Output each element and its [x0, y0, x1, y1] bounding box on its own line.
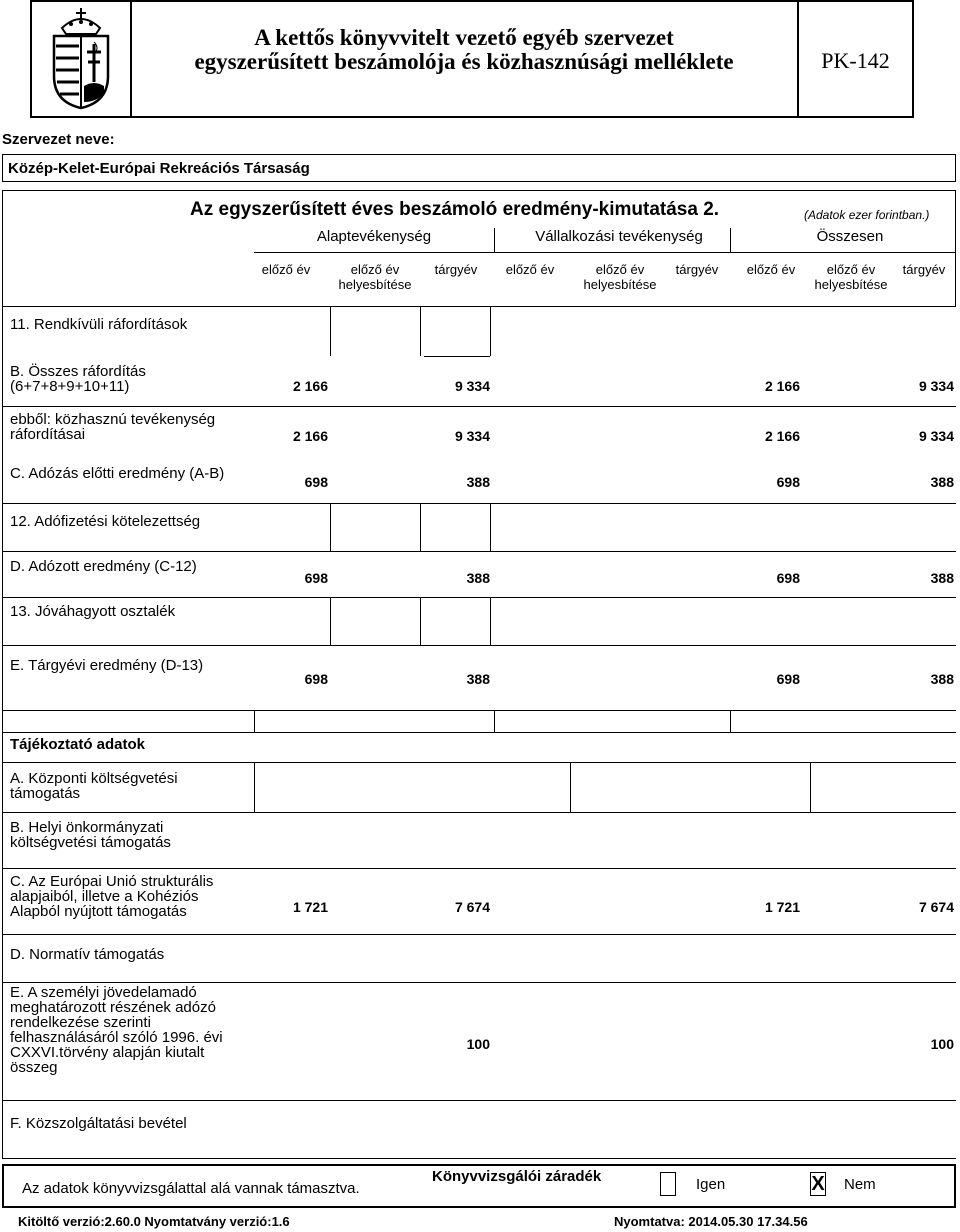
row-label: D. Adózott eredmény (C-12): [10, 558, 197, 575]
group-header-business: Vállalkozási tevékenység: [535, 228, 703, 245]
row-label: E. Tárgyévi eredmény (D-13): [10, 657, 204, 674]
table-rule: [420, 503, 421, 551]
row-value: 2 166: [764, 378, 800, 394]
table-rule: [254, 710, 255, 732]
table-rule: [494, 710, 495, 732]
table-rule: [330, 306, 331, 356]
row-value: 9 334: [454, 378, 490, 394]
table-rule: [254, 762, 255, 812]
row-value: 2 166: [764, 428, 800, 444]
row-value: 388: [930, 474, 954, 490]
info-row-value: 100: [466, 1036, 490, 1052]
info-row-value: 7 674: [918, 899, 954, 915]
column-header: előző év: [746, 262, 796, 277]
row-value: 698: [776, 671, 800, 687]
table-rule: [330, 503, 331, 551]
group-header-basic: Alaptevékenység: [316, 228, 432, 245]
table-rule: [2, 645, 956, 646]
form-title-line1: A kettős könyvvitelt vezető egyéb szervezet: [254, 25, 674, 50]
organization-name: Közép-Kelet-Európai Rekreációs Társaság: [8, 160, 310, 177]
form-title-line2: egyszerűsített beszámolója és közhasznúsági melléklete: [194, 49, 734, 74]
row-value: 388: [930, 570, 954, 586]
info-row-value: 100: [930, 1036, 954, 1052]
header-divider: [130, 0, 132, 118]
audit-statement: Az adatok könyvvizsgálattal alá vannak támasztva.: [22, 1180, 360, 1197]
row-value: 698: [304, 570, 328, 586]
table-rule: [2, 710, 956, 711]
row-label: B. Összes ráfordítás (6+7+8+9+10+11): [10, 363, 146, 395]
audit-yes-label: Igen: [696, 1176, 726, 1193]
table-rule: [2, 1100, 956, 1101]
table-rule: [420, 306, 421, 356]
table-rule: [330, 597, 331, 645]
row-label: 12. Adófizetési kötelezettség: [10, 513, 201, 530]
table-rule: [2, 934, 956, 935]
table-rule: [2, 551, 956, 552]
header-rule: [730, 228, 731, 252]
info-row-label: C. Az Európai Unió strukturális alapjaiból, illetve a Kohéziós Alapból nyújtott támogatás: [10, 873, 214, 920]
table-rule: [2, 868, 956, 869]
units-note: (Adatok ezer forintban.): [804, 208, 930, 222]
footer-version: Kitöltő verzió:2.60.0 Nyomtatvány verzió:1.6: [18, 1214, 290, 1229]
table-rule: [2, 503, 956, 504]
header-rule: [254, 252, 956, 253]
info-row-label: B. Helyi önkormányzati költségvetési támogatás: [10, 819, 171, 851]
table-rule: [570, 762, 571, 812]
table-rule: [490, 597, 491, 645]
footer-printed: Nyomtatva: 2014.05.30 17.34.56: [614, 1214, 808, 1229]
coat-of-arms-icon: [40, 6, 122, 110]
row-value: 388: [466, 570, 490, 586]
table-rule: [2, 762, 956, 763]
info-row-label: E. A személyi jövedelamadó meghatározott részének adózó rendelkezése szerinti felhasználásáról szóló 1996. évi CXXVI.törvény alapján kiutalt összeg: [10, 984, 223, 1076]
column-header: tárgyév: [902, 262, 946, 277]
row-label: ebből: közhasznú tevékenység ráfordításai: [10, 411, 216, 443]
row-value: 9 334: [918, 428, 954, 444]
group-header-total: Összesen: [816, 228, 884, 245]
row-value: 9 334: [454, 428, 490, 444]
table-rule: [2, 732, 956, 733]
info-row-label: F. Közszolgáltatási bevétel: [10, 1115, 187, 1132]
info-row-value: 7 674: [454, 899, 490, 915]
info-section-title: Tájékoztató adatok: [10, 736, 146, 753]
audit-yes-checkbox[interactable]: [660, 1172, 676, 1196]
info-row-label: D. Normatív támogatás: [10, 946, 165, 963]
table-rule: [2, 1158, 956, 1159]
organization-label: Szervezet neve:: [2, 131, 115, 148]
column-header: előző év helyesbítése: [814, 262, 888, 292]
table-rule: [2, 306, 956, 307]
audit-title: Könyvvizsgálói záradék: [432, 1168, 602, 1185]
table-rule: [2, 812, 956, 813]
info-row-value: 1 721: [292, 899, 328, 915]
table-rule: [490, 306, 491, 356]
row-value: 388: [466, 474, 490, 490]
table-rule: [2, 406, 956, 407]
row-value: 388: [930, 671, 954, 687]
table-rule: [2, 982, 956, 983]
header-rule: [494, 228, 495, 252]
row-value: 2 166: [292, 378, 328, 394]
row-value: 388: [466, 671, 490, 687]
column-header: előző év: [261, 262, 311, 277]
column-header: tárgyév: [675, 262, 719, 277]
column-header: előző év: [505, 262, 555, 277]
column-header: előző év helyesbítése: [583, 262, 657, 292]
table-rule: [810, 762, 811, 812]
row-value: 9 334: [918, 378, 954, 394]
row-label: C. Adózás előtti eredmény (A-B): [10, 465, 225, 482]
row-value: 698: [776, 474, 800, 490]
row-value: 698: [776, 570, 800, 586]
row-value: 698: [304, 671, 328, 687]
row-value: 698: [304, 474, 328, 490]
audit-no-label: Nem: [844, 1176, 876, 1193]
row-label: 13. Jóváhagyott osztalék: [10, 603, 176, 620]
table-rule: [490, 503, 491, 551]
row-label: 11. Rendkívüli ráfordítások: [10, 316, 188, 333]
table-rule: [2, 306, 3, 1158]
column-header: tárgyév: [434, 262, 478, 277]
table-rule: [730, 710, 731, 732]
info-row-value: 1 721: [764, 899, 800, 915]
row-value: 2 166: [292, 428, 328, 444]
column-header: előző év helyesbítése: [338, 262, 412, 292]
form-code: PK-142: [821, 48, 890, 73]
audit-no-checkbox[interactable]: X: [811, 1173, 825, 1195]
table-rule: [420, 597, 421, 645]
table-rule: [2, 597, 956, 598]
table-rule: [424, 356, 490, 357]
table-title: Az egyszerűsített éves beszámoló eredmény-kimutatása 2.: [190, 199, 720, 220]
info-row-label: A. Központi költségvetési támogatás: [10, 770, 178, 802]
